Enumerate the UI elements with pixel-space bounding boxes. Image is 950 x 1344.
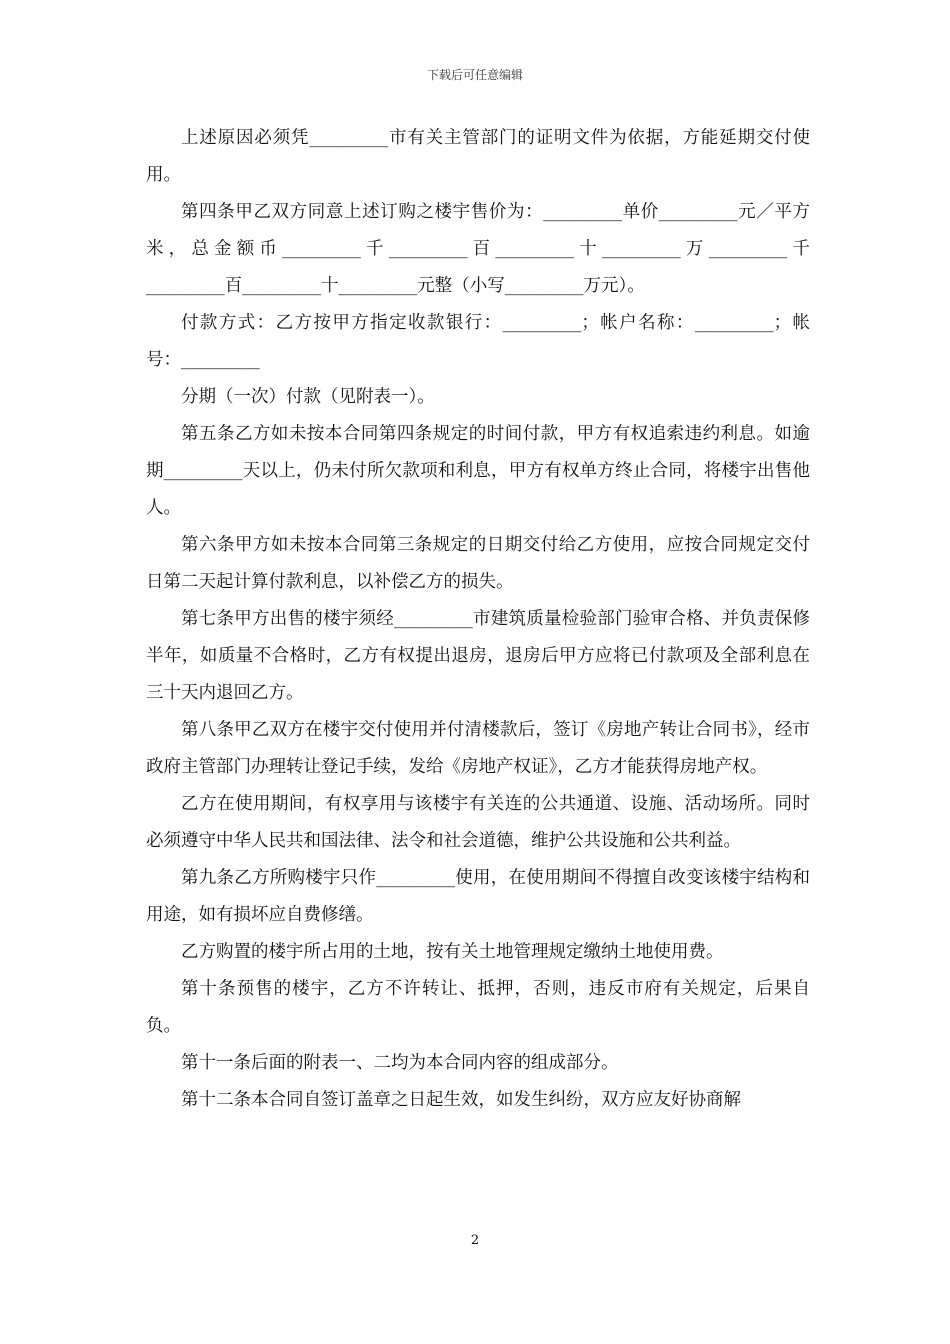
paragraph: 第五条乙方如未按本合同第四条规定的时间付款，甲方有权追索违约利息。如逾期_________天以上，仍未付所欠款项和利息，甲方有权单方终止合同，将楼宇出售他人。: [146, 424, 810, 518]
paragraph: 付款方式：乙方按甲方指定收款银行：_________；帐户名称：_________；帐号：_________: [146, 313, 810, 370]
paragraph: 乙方在使用期间，有权享用与该楼宇有关连的公共通道、设施、活动场所。同时必须遵守中华人民共和国法律、法令和社会道德，维护公共设施和公共利益。: [146, 794, 810, 851]
paragraph: 第七条甲方出售的楼宇须经_________市建筑质量检验部门验审合格、并负责保修半年，如质量不合格时，乙方有权提出退房，退房后甲方应将已付款项及全部利息在三十天内退回乙方。: [146, 609, 810, 703]
paragraph: 第十条预售的楼宇，乙方不许转让、抵押，否则，违反市府有关规定，后果自负。: [146, 979, 810, 1036]
page-header: 下载后可任意编辑: [426, 68, 523, 82]
paragraph: 上述原因必须凭_________市有关主管部门的证明文件为依据，方能延期交付使用。: [146, 128, 810, 185]
paragraph: 第九条乙方所购楼宇只作_________使用，在使用期间不得擅自改变该楼宇结构和用途，如有损坏应自费修缮。: [146, 868, 810, 925]
document-body: [146, 120, 810, 1119]
paragraph: 乙方购置的楼宇所占用的土地，按有关土地管理规定缴纳土地使用费。: [181, 942, 724, 962]
paragraph: 分期（一次）付款（见附表一）。: [181, 387, 435, 407]
paragraph: 第六条甲方如未按本合同第三条规定的日期交付给乙方使用，应按合同规定交付日第二天起计算付款利息，以补偿乙方的损失。: [146, 535, 810, 592]
paragraph: 第四条甲乙双方同意上述订购之楼宇售价为：_________单价_________元／平方米，总金额币_________千_________百_________十_________万_________千_________百_________十_________元整（小写_________万元）。: [146, 202, 810, 296]
paragraph: 第八条甲乙双方在楼宇交付使用并付清楼款后，签订《房地产转让合同书》，经市政府主管部门办理转让登记手续，发给《房地产权证》，乙方才能获得房地产权。: [146, 720, 810, 777]
paragraph: 第十二条本合同自签订盖章之日起生效，如发生纠纷，双方应友好协商解: [181, 1090, 741, 1110]
paragraph: 第十一条后面的附表一、二均为本合同内容的组成部分。: [181, 1053, 619, 1073]
page-number: 2: [470, 1233, 480, 1248]
